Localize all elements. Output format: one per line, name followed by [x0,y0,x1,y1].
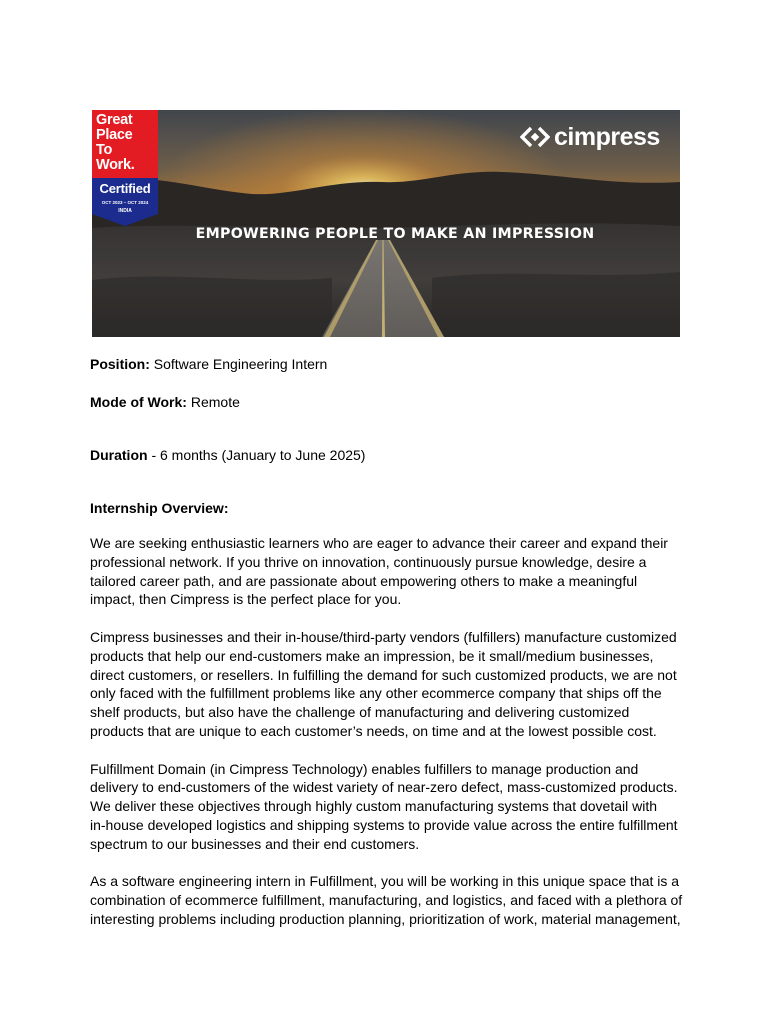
paragraph-line: products that help our end-customers make an impression, be it small/medium businesses, [90,647,654,664]
mode-line [90,393,690,412]
paragraph-line: impact, then Cimpress is the perfect place for you. [90,591,402,608]
badge-certified: Certified [99,181,151,196]
badge-line: To [96,142,113,158]
paragraph-line: products that are unique to each customer’s needs, on time and at the lowest possible cost. [90,722,657,739]
paragraph-line: We deliver these objectives through highly custom manufacturing systems that dovetail with [90,798,658,815]
paragraph-line: tailored career path, and are passionate about empowering others to make a meaningful [90,572,638,589]
badge-dates: OCT 2023 – OCT 2024 [101,200,149,205]
position-value: Software Engineering Intern [149,356,328,372]
mode-label: Mode of Work: [90,393,187,410]
badge-line: Work. [96,157,135,173]
paragraph [90,760,690,854]
paragraph-line: Fulfillment Domain (in Cimpress Technology) enables fulfillers to manage production and [90,760,639,777]
paragraph-line: As a software engineering intern in Fulfillment, you will be working in this unique space that is a [90,873,680,890]
cimpress-logo-icon [520,126,550,148]
duration-value: - 6 months (January to June 2025) [147,447,366,464]
banner-tagline: EMPOWERING PEOPLE TO MAKE AN IMPRESSION [195,226,595,242]
paragraph-line: shelf products, but also have the challenge of manufacturing and delivering customized [90,704,630,721]
job-description [90,355,690,929]
duration-label: Duration [90,447,148,464]
paragraph-line: delivery to end-customers of the widest variety of near-zero defect, mass-customized products. [90,779,678,796]
mode-value: Remote [186,393,240,410]
paragraph-line: professional network. If you thrive on innovation, continuously pursue knowledge, desire a [90,553,647,570]
paragraph-line: in-house developed logistics and shipping systems to provide value across the entire fulfillment [90,816,678,833]
cimpress-logo-text: cimpress [554,122,660,151]
paragraph-line: interesting problems including production planning, prioritization of work, material management, [90,910,681,927]
paragraph-line: spectrum to our businesses and their end customers. [90,835,420,852]
badge-line: Great [96,112,133,128]
cimpress-logo [520,122,660,152]
great-place-to-work-badge [92,110,158,226]
badge-line: Place [96,127,133,143]
paragraph [90,872,690,928]
paragraph [90,628,690,741]
position-line [90,355,690,374]
paragraph-line: only faced with the fulfillment problems like any other ecommerce company that ships off the [90,685,662,702]
hero-banner [92,110,680,337]
paragraph-line: combination of ecommerce fulfillment, manufacturing, and logistics, and faced with a plethora of [90,892,683,909]
badge-title [96,113,135,173]
paragraph-line: Cimpress businesses and their in-house/third-party vendors (fulfillers) manufacture customized [90,628,677,645]
paragraph-line: We are seeking enthusiastic learners who are eager to advance their career and expand their [90,534,668,551]
position-label: Position: [90,356,150,372]
paragraph [90,534,690,609]
section-heading: Internship Overview: [90,500,229,517]
paragraph-line: direct customers, or resellers. In fulfilling the demand for such customized products, we are not [90,666,677,683]
duration-line [90,446,690,465]
badge-country: INDIA [118,208,132,214]
